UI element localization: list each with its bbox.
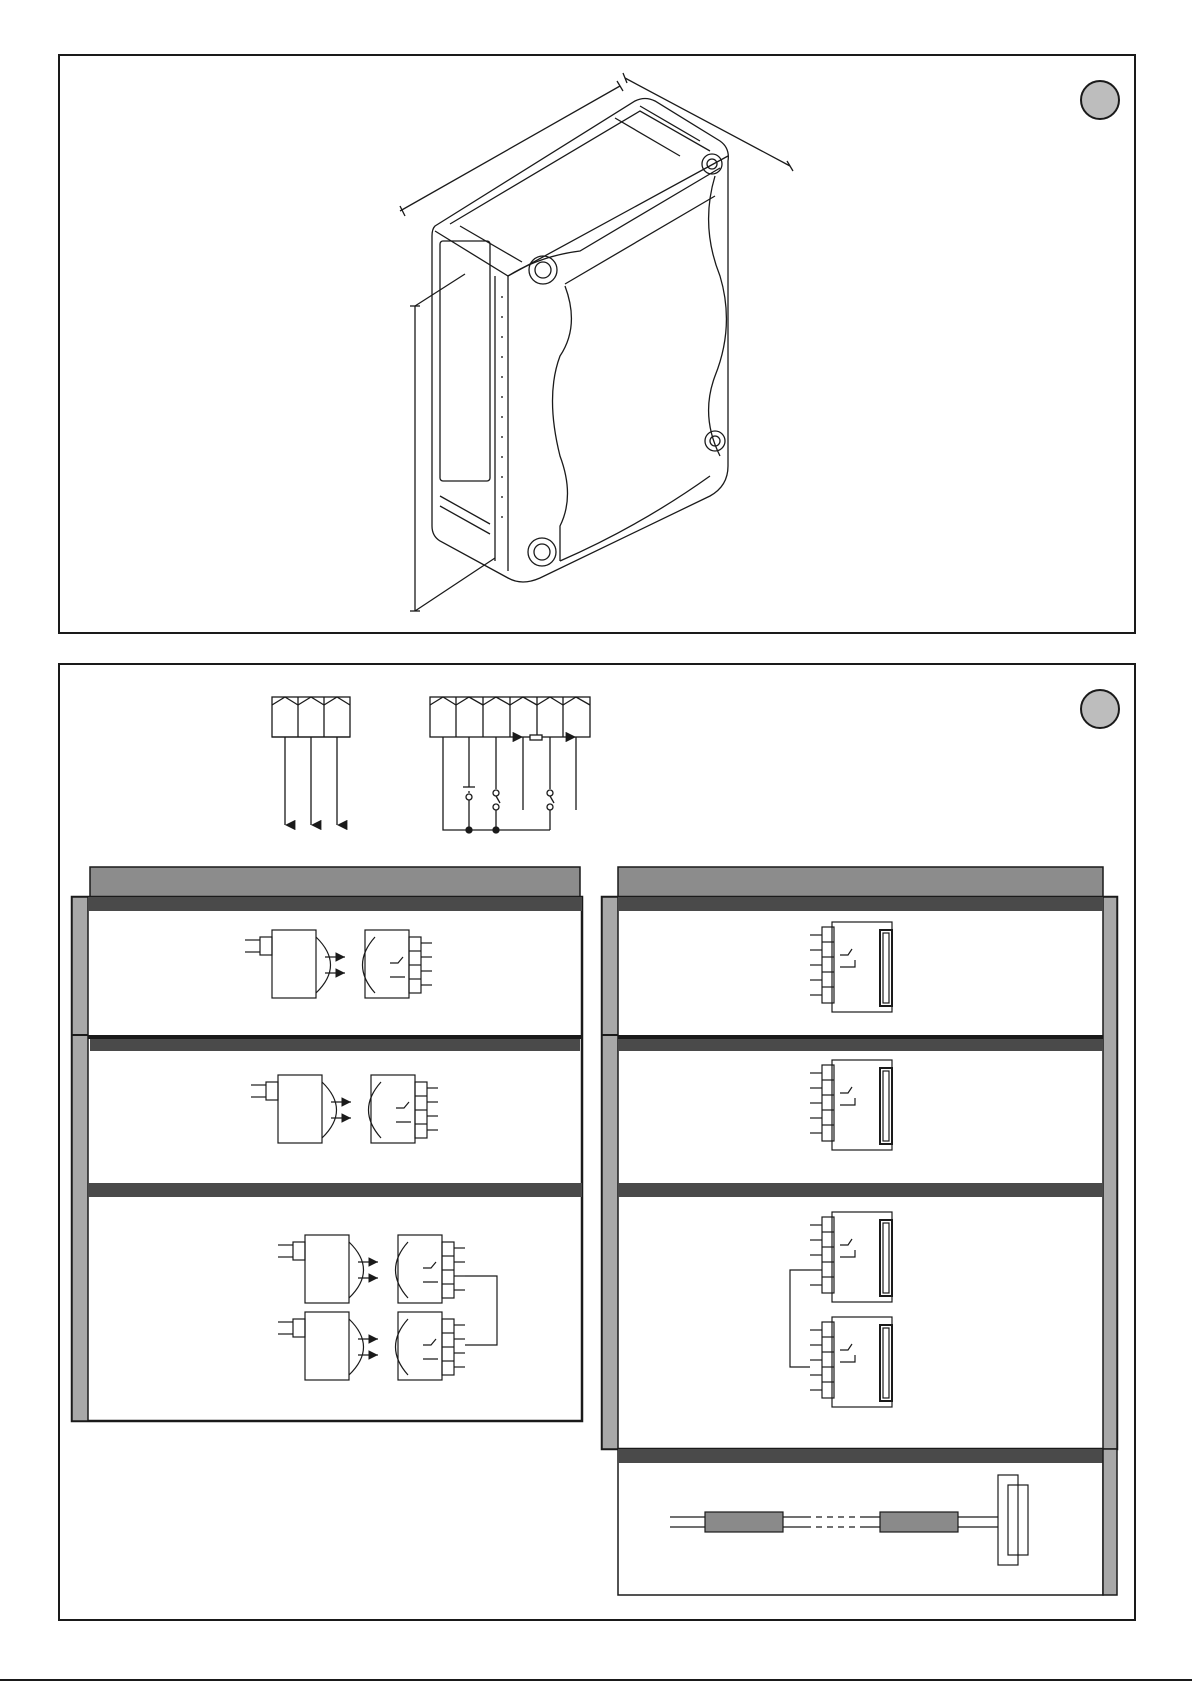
right-panel-safety-edges [602, 867, 1117, 1595]
dimension-line-depth [625, 78, 790, 166]
figure-1-frame [58, 54, 1136, 634]
screw-hole-bottom-right [705, 431, 725, 451]
wiring-diagrams [60, 665, 1138, 1623]
page-footer-rule [0, 1679, 1192, 1681]
screw-hole-top-left [529, 256, 557, 284]
left-side-bar [72, 897, 88, 1421]
dimension-line-width [400, 86, 620, 211]
right-panel-header [618, 867, 1103, 897]
power-terminal-block [272, 697, 350, 825]
left-panel-photocells [72, 867, 582, 1421]
screw-hole-bottom-left [528, 538, 556, 566]
enclosure-body [432, 99, 728, 583]
control-terminal-block [430, 697, 590, 833]
right-side-bar-left [602, 897, 618, 1449]
left-panel-header [90, 867, 580, 897]
figure-2-frame [58, 663, 1136, 1621]
right-side-bar-right [1103, 897, 1117, 1449]
enclosure-drawing [60, 56, 1138, 636]
